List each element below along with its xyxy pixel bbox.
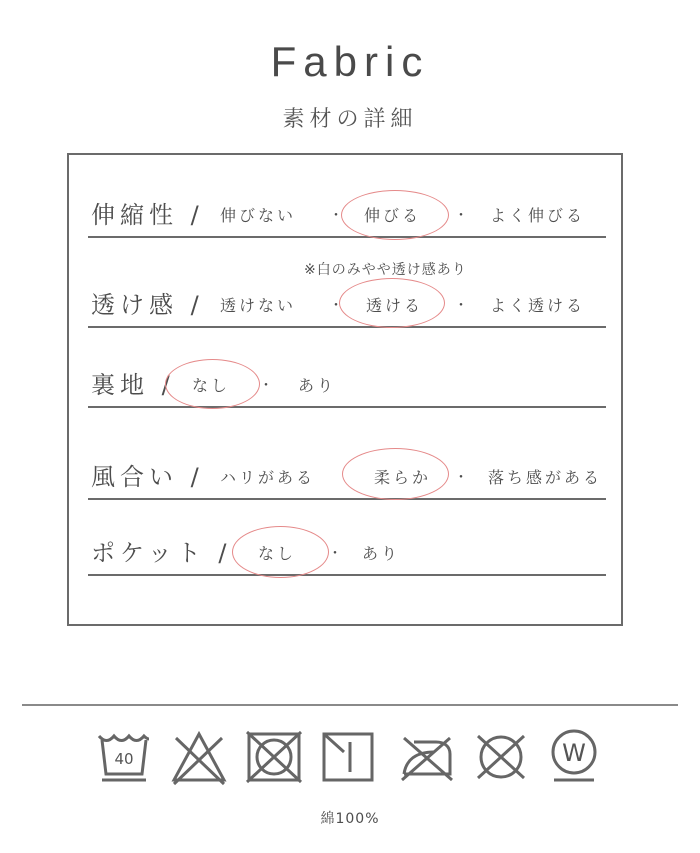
material-text: 綿100% bbox=[320, 811, 380, 827]
row-underline bbox=[88, 236, 606, 238]
row-label: 伸縮性 / bbox=[91, 201, 204, 229]
wash-temp-label: 40 bbox=[114, 750, 134, 768]
note-text: ※白のみやや透け感あり bbox=[304, 262, 467, 278]
option-text: あり bbox=[298, 376, 337, 395]
separator: ・ bbox=[329, 298, 343, 314]
option-text-selected: 柔らか bbox=[374, 468, 432, 487]
row-label: ポケット / bbox=[91, 539, 232, 567]
separator: ・ bbox=[454, 298, 468, 314]
separator: ・ bbox=[259, 378, 273, 394]
option-text-selected: 伸びる bbox=[364, 206, 422, 225]
option-text: ハリがある bbox=[220, 468, 316, 487]
no-dry-clean-icon bbox=[470, 728, 532, 786]
option-text: よく透ける bbox=[490, 296, 586, 315]
option-text-selected: なし bbox=[192, 376, 231, 395]
option-text-selected: なし bbox=[258, 544, 297, 563]
option-text: 透けない bbox=[220, 296, 297, 315]
row-label: 裏地 / bbox=[91, 371, 175, 399]
care-icons bbox=[0, 728, 700, 792]
row-underline bbox=[88, 326, 606, 328]
selection-circle bbox=[339, 278, 445, 328]
separator: ・ bbox=[454, 470, 468, 486]
wet-clean-icon bbox=[546, 728, 602, 790]
option-text: よく伸びる bbox=[490, 206, 586, 225]
no-tumble-dry-icon bbox=[243, 728, 305, 786]
selection-circle bbox=[165, 359, 260, 409]
section-divider bbox=[22, 704, 678, 706]
option-text: あり bbox=[362, 544, 401, 563]
row-underline bbox=[88, 574, 606, 576]
page-title: Fabric bbox=[270, 38, 430, 85]
row-pocket bbox=[88, 536, 606, 576]
separator: ・ bbox=[329, 208, 343, 224]
option-text: 落ち感がある bbox=[488, 468, 603, 487]
selection-circle bbox=[342, 448, 449, 500]
row-underline bbox=[88, 406, 606, 408]
no-iron-icon bbox=[396, 728, 458, 786]
option-text-selected: 透ける bbox=[366, 296, 424, 315]
selection-circle bbox=[341, 190, 449, 240]
row-label: 風合い / bbox=[91, 463, 204, 491]
line-dry-shade-icon bbox=[320, 728, 376, 786]
option-text: 伸びない bbox=[220, 206, 297, 225]
wash-40-icon bbox=[96, 728, 152, 784]
separator: ・ bbox=[328, 546, 342, 562]
selection-circle bbox=[232, 526, 329, 578]
row-underline bbox=[88, 498, 606, 500]
page-subtitle: 素材の詳細 bbox=[282, 107, 418, 132]
wet-clean-label: W bbox=[562, 739, 586, 767]
no-bleach-icon bbox=[168, 728, 230, 786]
separator: ・ bbox=[454, 208, 468, 224]
row-label: 透け感 / bbox=[91, 291, 204, 319]
